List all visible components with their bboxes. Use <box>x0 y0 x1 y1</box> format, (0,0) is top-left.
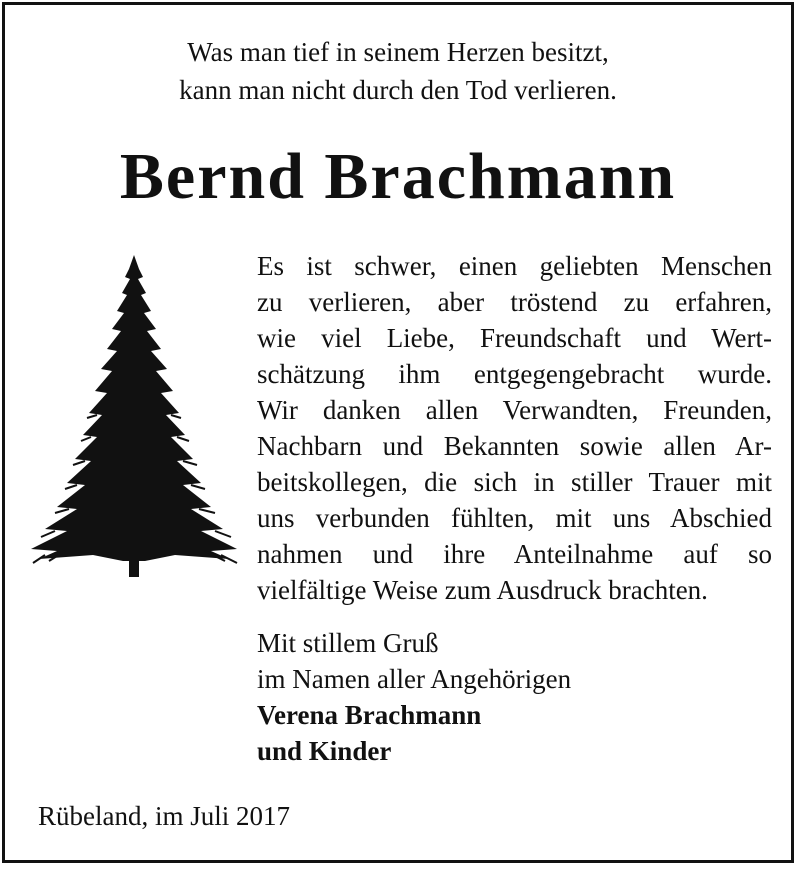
fir-tree-icon <box>25 255 243 583</box>
motto <box>5 33 791 109</box>
obituary-notice <box>2 2 794 863</box>
deceased-name: Bernd Brachmann <box>119 140 677 213</box>
message-line-10: vielfältige Weise zum Ausdruck brachten. <box>257 575 708 605</box>
place-date: Rübeland, im Juli 2017 <box>38 801 290 831</box>
closing-on-behalf: im Namen aller Angehörigen <box>257 664 572 694</box>
motto-line-1: Was man tief in seinem Herzen besitzt, <box>187 37 609 67</box>
signer-name: Verena Brachmann <box>257 700 482 730</box>
message-line-6: Nachbarn und Bekannten sowie allen Ar- <box>257 431 772 461</box>
message-line-9: nahmen und ihre Anteilnahme auf so <box>257 539 772 569</box>
message-line-8: uns verbunden fühlten, mit uns Abschied <box>257 503 772 533</box>
message-line-5: Wir danken allen Verwandten, Freunden, <box>257 395 772 425</box>
message-text <box>257 248 772 608</box>
closing-greeting: Mit stillem Gruß <box>257 628 439 658</box>
signer-family: und Kinder <box>257 736 392 766</box>
message-line-7: beitskollegen, die sich in stiller Trauer mit <box>257 467 772 497</box>
message-line-4: schätzung ihm entgegengebracht wurde. <box>257 359 772 389</box>
message-line-3: wie viel Liebe, Freundschaft und Wert- <box>257 323 772 353</box>
message-line-1: Es ist schwer, einen geliebten Menschen <box>257 251 772 281</box>
message-line-2: zu verlieren, aber tröstend zu erfahren, <box>257 287 772 317</box>
motto-line-2: kann man nicht durch den Tod verlieren. <box>179 75 617 105</box>
closing-block <box>257 625 777 769</box>
